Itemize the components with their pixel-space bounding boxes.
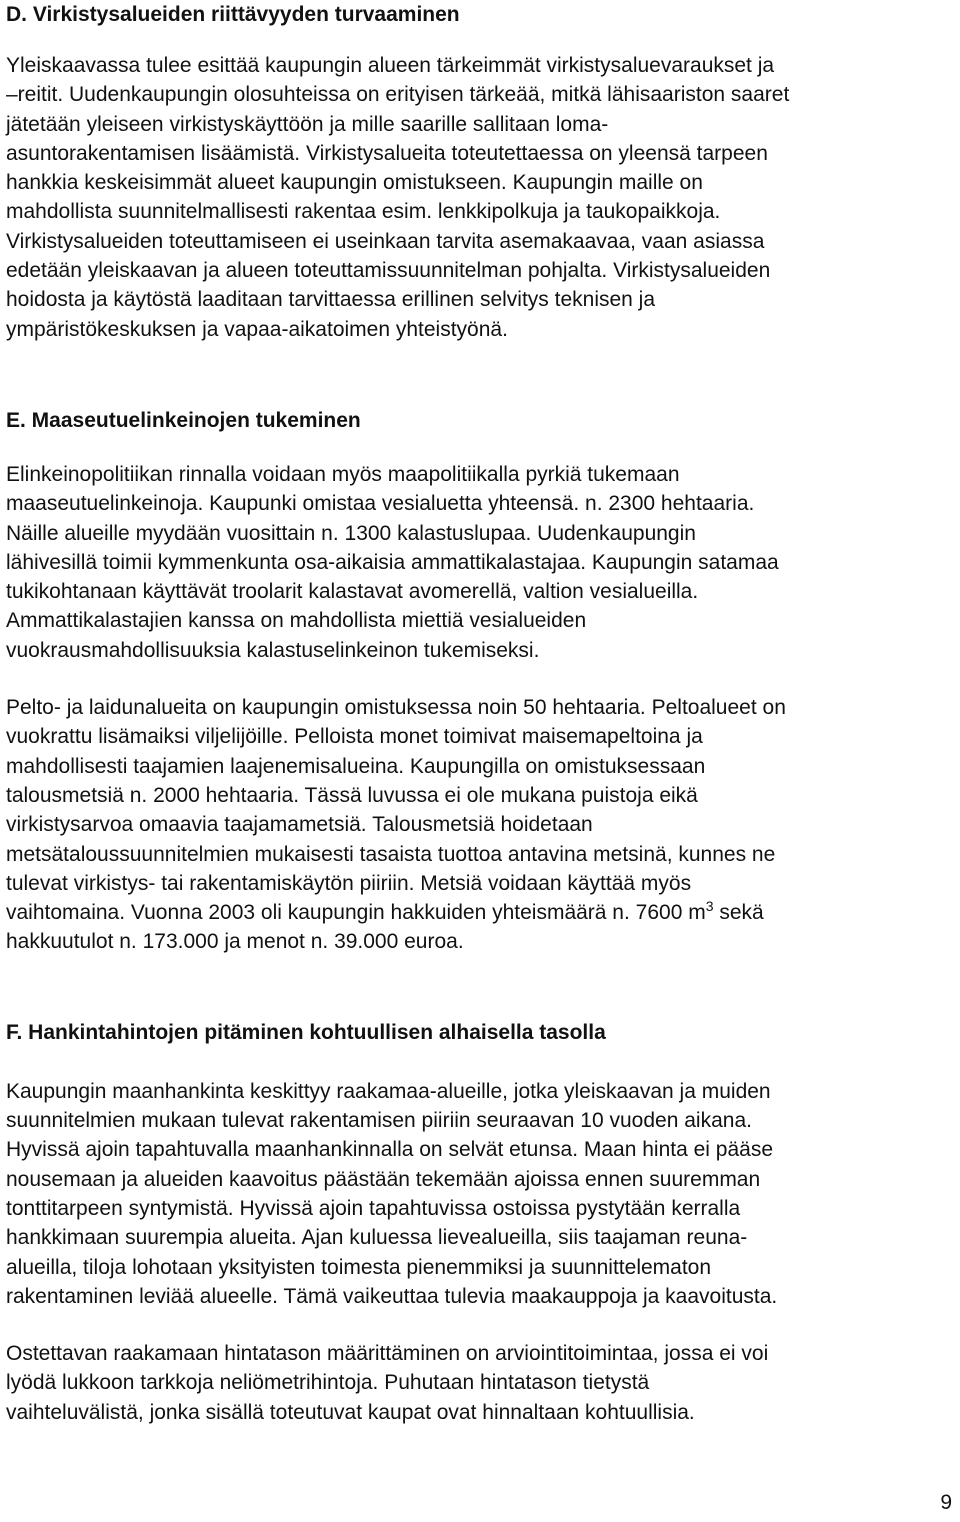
paragraph-line: nousemaan ja alueiden kaavoitus päästään tekemään ajoissa ennen suuremman (6, 1167, 761, 1191)
paragraph-line: metsätaloussuunnitelmien mukaisesti tasaista tuottoa antavina metsinä, kunnes ne (6, 842, 776, 866)
paragraph-line: asuntorakentamisen lisäämistä. Virkistysalueita toteutettaessa on yleensä tarpeen (6, 141, 768, 165)
paragraph-line: Virkistysalueiden toteuttamiseen ei useinkaan tarvita asemakaavaa, vaan asiassa (6, 229, 765, 253)
section-e-heading: E. Maaseutuelinkeinojen tukeminen (6, 408, 361, 432)
paragraph-line: maaseutuelinkeinoja. Kaupunki omistaa vesialuetta yhteensä. n. 2300 hehtaaria. (6, 492, 755, 516)
paragraph-line: suunnitelmien mukaan tulevat rakentamisen piiriin seuraavan 10 vuoden aikana. (6, 1109, 752, 1133)
paragraph-line: lyödä lukkoon tarkkoja neliömetrihintoja. Puhutaan hintatason tietystä (6, 1371, 650, 1395)
paragraph-line: vuokrattu lisämaiksi viljelijöille. Pelloista monet toimivat maisemapeltoina ja (6, 725, 703, 749)
paragraph-line: Elinkeinopolitiikan rinnalla voidaan myös maapolitiikalla pyrkiä tukemaan (6, 462, 680, 486)
volume-text: vaihtomaina. Vuonna 2003 oli kaupungin hakkuiden yhteismäärä n. 7600 m (6, 901, 706, 925)
paragraph-line: tulevat virkistys- tai rakentamiskäytön piiriin. Metsiä voidaan käyttää myös (6, 871, 692, 895)
paragraph-line: rakentaminen leviää alueelle. Tämä vaikeuttaa tulevia maakauppoja ja kaavoitusta. (6, 1284, 778, 1308)
paragraph-line: alueilla, tiloja lohotaan yksityisten toimesta pienemmiksi ja suunnittelematon (6, 1255, 712, 1279)
section-f-heading: F. Hankintahintojen pitäminen kohtuullisen alhaisella tasolla (6, 1020, 606, 1044)
paragraph-line-with-superscript (6, 898, 956, 927)
paragraph-line: lähivesillä toimii kymmenkunta osa-aikaisia ammattikalastajaa. Kaupungin satamaa (6, 550, 779, 574)
paragraph-line: Näille alueille myydään vuosittain n. 1300 kalastuslupaa. Uudenkaupungin (6, 521, 696, 545)
paragraph-line: ympäristökeskuksen ja vapaa-aikatoimen yhteistyönä. (6, 317, 508, 341)
paragraph-line: Pelto- ja laidunalueita on kaupungin omistuksessa noin 50 hehtaaria. Peltoalueet on (6, 696, 786, 720)
section-d-paragraph (6, 51, 956, 344)
paragraph-line: tukikohtanaan käyttävät troolarit kalastavat avomerellä, valtion vesialueilla. (6, 580, 699, 604)
paragraph-line: hankkia keskeisimmät alueet kaupungin omistukseen. Kaupungin maille on (6, 171, 703, 195)
paragraph-line: hankkimaan suurempia alueita. Ajan kuluessa lievealueilla, siis taajaman reuna- (6, 1226, 748, 1250)
section-f-paragraph-1 (6, 1077, 956, 1311)
cubic-superscript: 3 (705, 898, 714, 915)
page-number: 9 (940, 1491, 952, 1514)
section-e-paragraph-2 (6, 693, 956, 957)
paragraph-line: Kaupungin maanhankinta keskittyy raakamaa-alueille, jotka yleiskaavan ja muiden (6, 1079, 771, 1103)
paragraph-line: hakkuutulot n. 173.000 ja menot n. 39.000 euroa. (6, 930, 464, 954)
section-d-heading: D. Virkistysalueiden riittävyyden turvaaminen (6, 3, 460, 26)
paragraph-line: vuokrausmahdollisuuksia kalastuselinkeinon tukemiseksi. (6, 638, 540, 662)
paragraph-line: hoidosta ja käytöstä laaditaan tarvittaessa erillinen selvitys teknisen ja (6, 288, 656, 312)
paragraph-line: virkistysarvoa omaavia taajamametsiä. Talousmetsiä hoidetaan (6, 813, 593, 837)
section-e-paragraph-1 (6, 460, 956, 665)
volume-text-end: sekä (713, 901, 764, 925)
paragraph-line: jätetään yleiseen virkistyskäyttöön ja mille saarille sallitaan loma- (6, 112, 609, 136)
paragraph-line: Ammattikalastajien kanssa on mahdollista miettiä vesialueiden (6, 609, 587, 633)
document-page (6, 0, 956, 1427)
paragraph-line: vaihteluvälistä, jonka sisällä toteutuvat kaupat ovat hinnaltaan kohtuullisia. (6, 1400, 695, 1424)
paragraph-line: Yleiskaavassa tulee esittää kaupungin alueen tärkeimmät virkistysaluevaraukset ja (6, 54, 775, 77)
paragraph-line: Ostettavan raakamaan hintatason määrittäminen on arviointitoimintaa, jossa ei voi (6, 1342, 769, 1366)
paragraph-line: mahdollisesti taajamien laajenemisalueina. Kaupungilla on omistuksessaan (6, 754, 706, 778)
paragraph-line: mahdollista suunnitelmallisesti rakentaa esim. lenkkipolkuja ja taukopaikkoja. (6, 200, 721, 224)
paragraph-line: –reitit. Uudenkaupungin olosuhteissa on erityisen tärkeää, mitkä lähisaariston saaret (6, 83, 790, 107)
paragraph-line: edetään yleiskaavan ja alueen toteuttamissuunnitelman pohjalta. Virkistysalueiden (6, 259, 771, 283)
paragraph-line: tonttitarpeen syntymistä. Hyvissä ajoin tapahtuvissa ostoissa pystytään kerralla (6, 1196, 741, 1220)
section-f-paragraph-2 (6, 1339, 956, 1427)
paragraph-line: Hyvissä ajoin tapahtuvalla maanhankinnalla on selvät etunsa. Maan hinta ei pääse (6, 1138, 773, 1162)
paragraph-line: talousmetsiä n. 2000 hehtaaria. Tässä luvussa ei ole mukana puistoja eikä (6, 783, 698, 807)
